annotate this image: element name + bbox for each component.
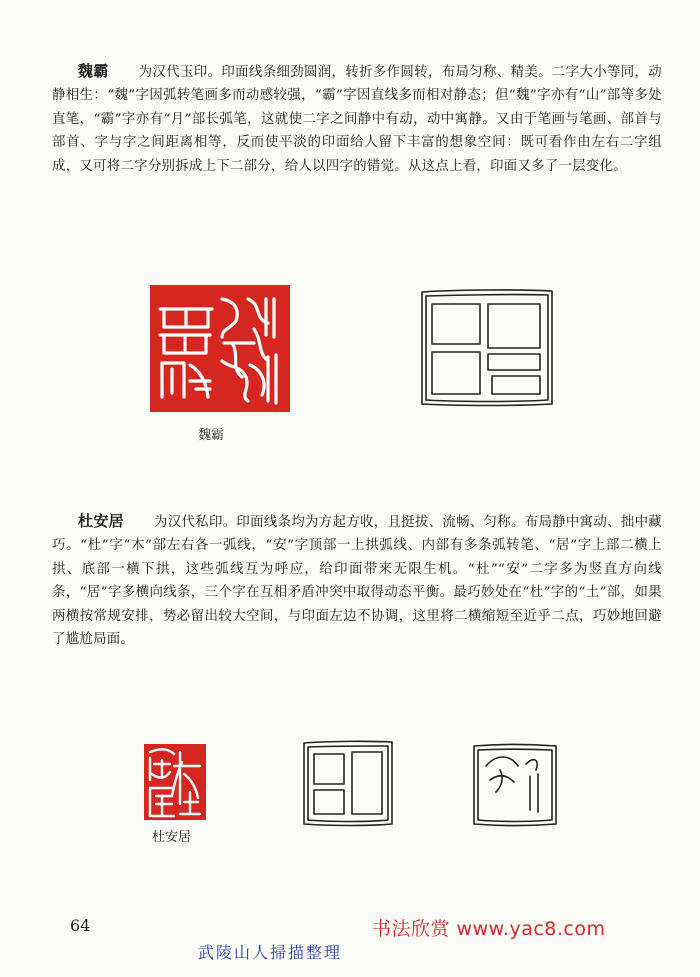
seal-image-weiba	[150, 285, 290, 412]
section-heading-duanju: 杜安居	[78, 512, 125, 530]
seal-caption-weiba: 魏霸	[198, 428, 225, 443]
seal-image-duanju	[144, 744, 206, 820]
layout-diagram-duanju	[300, 738, 396, 828]
seal-caption-duanju: 杜安居	[152, 830, 192, 845]
paragraph-duanju	[52, 510, 662, 651]
paragraph-body-duanju: 为汉代私印。印面线条均为方起方收，且挺拔、流畅、匀称。布局静中寓动、拙中藏巧。“杜”字“木”部左右各一弧线，“安”字顶部一上拱弧线、内部有多条弧转笔、“居”字上部二横上拱、底部一横下拱，这些弧线互为呼应，给印面带来无限生机。“杜”“安”二字多为竖直方向线条，“居”字多横向线条，三个字在互相矛盾冲突中取得动态平衡。最巧妙处在“杜”字的“土”部，如果两横按常规安排，势必留出较大空间，与印面左边不协调，这里将二横缩短至近乎二点，巧妙地回避了尴尬局面。	[52, 515, 662, 648]
scanner-credit: 武陵山人掃描整理	[198, 943, 343, 962]
stroke-diagram-duanju	[470, 740, 560, 828]
page-number: 64	[70, 916, 91, 935]
layout-diagram-weiba	[418, 286, 556, 408]
section-heading-weiba: 魏霸	[78, 62, 109, 80]
site-watermark: 书法欣赏 www.yac8.com	[372, 918, 606, 940]
paragraph-body-weiba: 为汉代玉印。印面线条细劲圆润，转折多作圆转，布局匀称、精美。二字大小等同，动静相生：“魏”字因弧转笔画多而动感较强，“霸”字因直线多而相对静态；但“魏”字亦有“山”部等多处直笔，“霸”字亦有“月”部长弧笔，这就使二字之间静中有动，动中寓静。又由于笔画与笔画、部首与部首、字与字之间距离相等，反而使平淡的印面给人留下丰富的想象空间：既可看作由左右二字组成，又可将二字分别拆成上下二部分，给人以四字的错觉。从这点上看，印面又多了一层变化。	[52, 65, 662, 174]
paragraph-weiba	[52, 60, 662, 178]
